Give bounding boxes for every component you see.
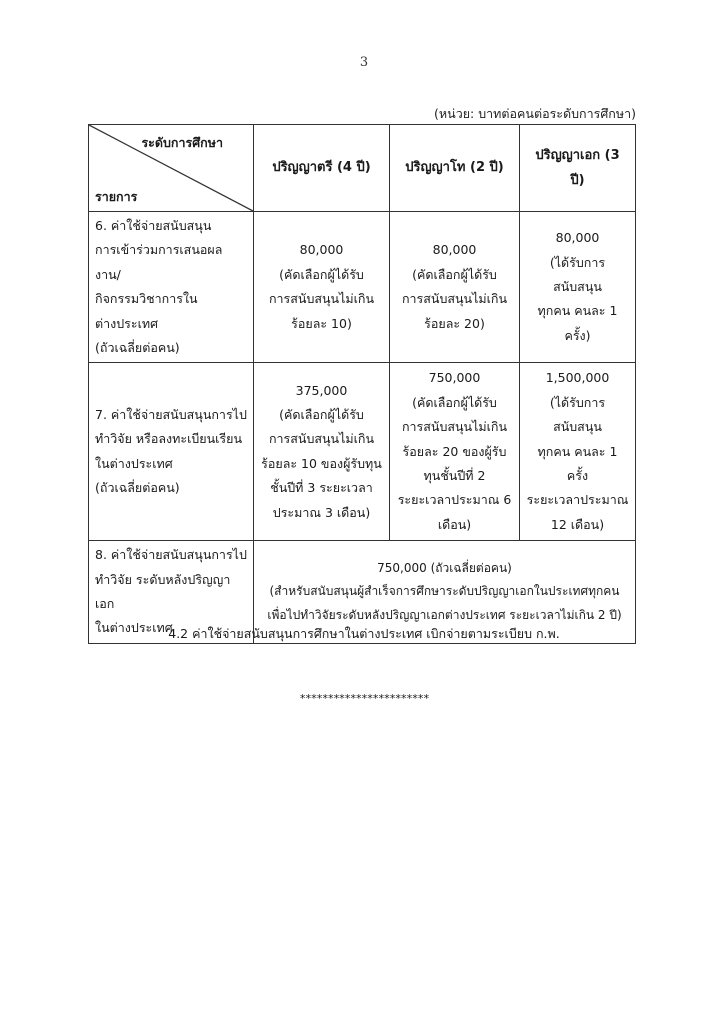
row7-master-line: ระยะเวลาประมาณ 6 bbox=[397, 492, 512, 508]
row7-item bbox=[89, 363, 254, 541]
page-number: 3 bbox=[359, 55, 369, 70]
row7-item-line: (ถัวเฉลี่ยต่อคน) bbox=[95, 480, 180, 496]
row7-bachelor-line: ร้อยละ 10 ของผู้รับทุน bbox=[261, 455, 382, 471]
row6-master-line: 80,000 bbox=[432, 242, 477, 258]
row7-doctoral bbox=[520, 363, 636, 541]
row6-doctoral bbox=[520, 212, 636, 363]
corner-header-cell bbox=[89, 125, 254, 212]
row6-bachelor-line: ร้อยละ 10) bbox=[291, 315, 352, 331]
row6-doctoral-line: 80,000 bbox=[555, 230, 600, 246]
cost-table bbox=[88, 124, 636, 644]
header-bachelor: ปริญญาตรี (4 ปี) bbox=[254, 125, 390, 212]
row7-bachelor bbox=[254, 363, 390, 541]
row7-item-line: ทำวิจัย หรือลงทะเบียนเรียน bbox=[95, 431, 243, 447]
row6-master-line: ร้อยละ 20) bbox=[424, 315, 485, 331]
row7-master-line: การสนับสนุนไม่เกิน bbox=[401, 419, 508, 435]
table-row bbox=[89, 212, 636, 363]
row6-master-line: (คัดเลือกผู้ได้รับ bbox=[412, 266, 497, 282]
table-header-row bbox=[89, 125, 636, 212]
row7-bachelor-line: (คัดเลือกผู้ได้รับ bbox=[279, 407, 364, 422]
row7-doctoral-line: (ได้รับการสนับสนุน bbox=[549, 394, 606, 435]
row6-bachelor-line: (คัดเลือกผู้ได้รับ bbox=[279, 266, 364, 282]
row6-item bbox=[89, 212, 254, 363]
row6-item-line: ต่างประเทศ bbox=[95, 315, 159, 331]
row7-master-line: (คัดเลือกผู้ได้รับ bbox=[412, 394, 497, 410]
row8-value-line: 750,000 (ถัวเฉลี่ยต่อคน) bbox=[377, 560, 512, 575]
row6-bachelor-line: การสนับสนุนไม่เกิน bbox=[268, 291, 375, 307]
row7-item-line: ในต่างประเทศ bbox=[95, 455, 173, 471]
row7-item-line: 7. ค่าใช้จ่ายสนับสนุนการไป bbox=[95, 407, 247, 422]
row7-master-line: เดือน) bbox=[437, 516, 472, 532]
row7-master-line: 750,000 bbox=[428, 370, 481, 386]
row6-item-line: กิจกรรมวิชาการใน bbox=[95, 291, 198, 307]
row6-item-line: (ถัวเฉลี่ยต่อคน) bbox=[95, 339, 180, 355]
row7-master-line: ร้อยละ 20 ของผู้รับ bbox=[402, 443, 507, 459]
row6-item-line: การเข้าร่วมการเสนอผลงาน/ bbox=[95, 242, 223, 282]
row6-bachelor-line: 80,000 bbox=[299, 242, 344, 258]
row8-value-line: เพื่อไปทำวิจัยระดับหลังปริญญาเอกต่างประเทศ ระยะเวลาไม่เกิน 2 ปี) bbox=[267, 607, 622, 622]
corner-top-label: ระดับการศึกษา bbox=[141, 135, 223, 150]
row7-bachelor-line: การสนับสนุนไม่เกิน bbox=[268, 431, 375, 447]
section-note: 4.2 ค่าใช้จ่ายสนับสนุนการศึกษาในต่างประเทศ เบิกจ่ายตามระเบียบ ก.พ. bbox=[168, 626, 560, 641]
row6-item-line: 6. ค่าใช้จ่ายสนับสนุน bbox=[95, 218, 212, 233]
row6-bachelor bbox=[254, 212, 390, 363]
row7-master bbox=[390, 363, 520, 541]
row7-doctoral-line: 1,500,000 bbox=[545, 370, 610, 386]
table-row bbox=[89, 363, 636, 541]
row6-doctoral-line: (ได้รับการสนับสนุน bbox=[549, 254, 606, 294]
row7-doctoral-line: 12 เดือน) bbox=[550, 516, 605, 532]
row6-master bbox=[390, 212, 520, 363]
header-master: ปริญญาโท (2 ปี) bbox=[390, 125, 520, 212]
row8-item-line: 8. ค่าใช้จ่ายสนับสนุนการไป bbox=[95, 547, 247, 563]
row7-bachelor-line: ชั้นปีที่ 3 ระยะเวลา bbox=[270, 480, 373, 496]
divider-stars: *********************** bbox=[299, 692, 429, 705]
row8-value-line: (สำหรับสนับสนุนผู้สำเร็จการศึกษาระดับปริญญาเอกในประเทศทุกคน bbox=[269, 584, 620, 599]
row7-doctoral-line: ทุกคน คนละ 1 ครั้ง bbox=[537, 443, 618, 483]
unit-note: (หน่วย: บาทต่อคนต่อระดับการศึกษา) bbox=[434, 106, 636, 121]
row7-doctoral-line: ระยะเวลาประมาณ bbox=[526, 492, 629, 508]
header-doctoral: ปริญญาเอก (3 ปี) bbox=[520, 125, 636, 212]
row6-doctoral-line: ทุกคน คนละ 1 ครั้ง) bbox=[537, 303, 618, 343]
corner-bottom-label: รายการ bbox=[95, 188, 138, 204]
row8-item-line: ทำวิจัย ระดับหลังปริญญาเอก bbox=[95, 571, 231, 611]
row7-bachelor-line: 375,000 bbox=[295, 382, 348, 398]
row8-item-line: ในต่างประเทศ bbox=[95, 620, 173, 636]
row7-bachelor-line: ประมาณ 3 เดือน) bbox=[272, 504, 371, 520]
row6-master-line: การสนับสนุนไม่เกิน bbox=[401, 291, 508, 307]
row7-master-line: ทุนชั้นปีที่ 2 bbox=[423, 467, 486, 483]
